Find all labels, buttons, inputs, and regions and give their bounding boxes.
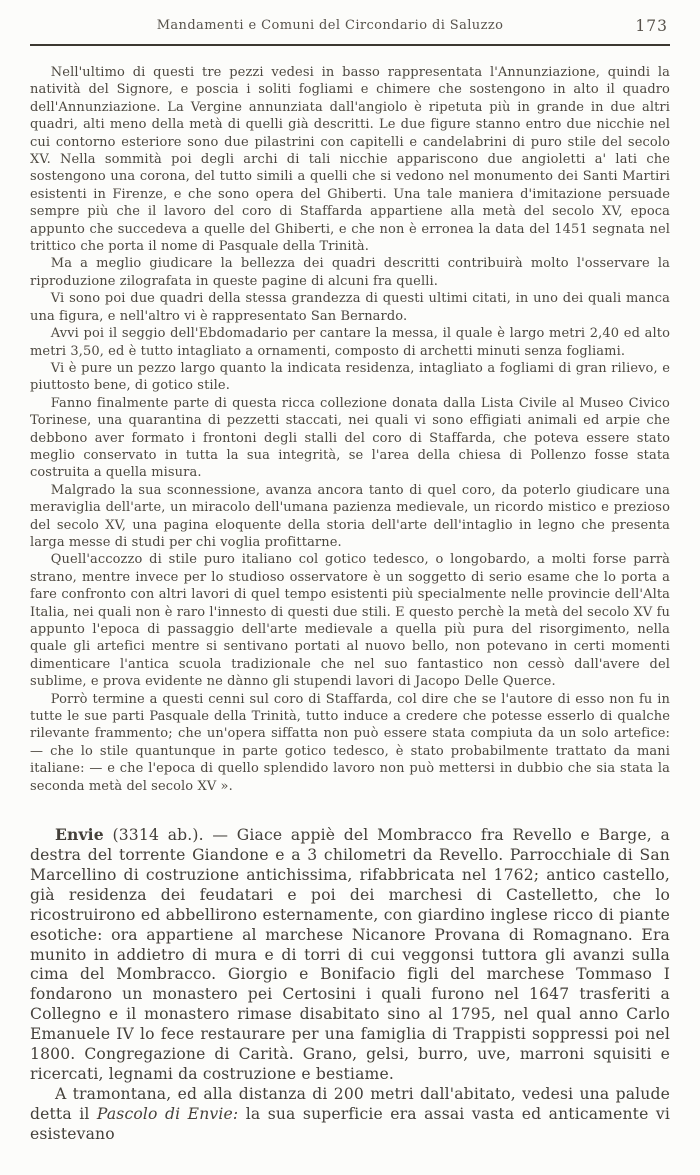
paragraph-meraviglia: [30, 482, 670, 552]
paragraph-conclusione-staffarda: [30, 691, 670, 795]
paragraph-envie: [30, 825, 670, 1085]
paragraph-collezione: [30, 395, 670, 482]
page-number: 173: [635, 17, 668, 35]
header-rule: [30, 44, 670, 46]
text-segment: Avvi poi il seggio dell'Ebdomadario per cantare la messa, il quale è largo metri 2,40 ed alto metri 3,50, ed è tutto intagliato a ornamenti, composto di archetti minuti senza fogliami.: [30, 326, 670, 359]
text-body: [30, 64, 670, 1145]
text-segment: (3314 ab.). — Giace appiè del Mombracco fra Revello e Barge, a destra del torrente Giandone e a 3 chilometri da Revello. Parrocchiale di San Marcellino di costruzione antichissima, rifabbricata nel 1762; antico castello, già residenza dei feudatari e poi dei marchesi di Castelletto, che lo ricostruirono ed abbellirono esternamente, con giardino inglese ricco di piante esotiche: ora appartiene al marchese Nicanore Provana di Romagnano. Era munito in addietro di mura e di torri di cui veggonsi tuttora gli avanzi sulla cima del Mombracco. Giorgio e Bonifacio figli del marchese Tommaso I fondarono un monastero pei Certosini i quali furono nel 1647 trasferiti a Collegno e il monastero rimase disabitato sino al 1795, nel qual anno Carlo Emanuele IV lo fece restaurare per una famiglia di Trappisti soppressi poi nel 1800. Congregazione di Carità. Grano, gelsi, burro, uve, marroni squisiti e ricercati, legnami da costruzione e bestiame.: [30, 826, 670, 1083]
paragraph-seggio: [30, 325, 670, 360]
text-segment: Malgrado la sua sconnessione, avanza ancora tanto di quel coro, da poterlo giudicare una meraviglia dell'arte, un miracolo dell'umana pazienza medievale, un ricordo mistico e prezioso del secolo XV, una pagina eloquente della storia dell'arte dell'intaglio in legno che presenta larga messe di studi per chi voglia profittarne.: [30, 482, 670, 550]
text-segment: Vi è pure un pezzo largo quanto la indicata residenza, intagliato a fogliami di gran rilievo, e piuttosto bene, di gotico stile.: [30, 360, 670, 394]
text-segment: Ma a meglio giudicare la bellezza dei quadri descritti contribuirà molto l'osservare la riproduzione zilografata in queste pagine di alcuni fra quelli.: [30, 256, 670, 289]
paragraph-accozzo-stili: [30, 551, 670, 690]
text-segment: A tramontana, ed alla distanza di 200 metri dall'abitato, vedesi una palude detta il: [30, 1084, 670, 1123]
text-segment: la sua superficie era assai vasta ed anticamente vi esistevano: [30, 1104, 670, 1143]
text-segment: Nell'ultimo di questi tre pezzi vedesi in basso rappresentata l'Annunziazione, quindi la natività del Signore, e poscia i soliti fogliami e chimere che sostengono in alto il quadro dell'Annunziazione. La Vergine annunziata dall'angiolo è ripetuta più in grande in due altri quadri, alti meno della metà di quelli già descritti. Le due figure stanno entro due nicchie nel cui contorno esteriore sono due pilastrini con capitelli e candelabrini di puro stile del secolo XV. Nella sommità poi degli archi di tali nicchie appariscono due angioletti a' lati che sostengono una corona, del tutto simili a quelli che si vedono nel monumento dei Santi Martiri esistenti in Firenze, e che sono opera del Ghiberti. Una tale maniera d'imitazione persuade sempre più che il lavoro del coro di Staffarda appartiene alla metà del secolo XV, epoca appunto che succedeva a quelle del Ghiberti, e che non è erronea la data del 1451 segnata nel trittico che porta il nome di Pasquale della Trinità.: [30, 65, 670, 255]
paragraph-due-quadri: [30, 290, 670, 325]
paragraph-riproduzione: [30, 255, 670, 290]
text-segment: Fanno finalmente parte di questa ricca collezione donata dalla Lista Civile al Museo Civico Torinese, una quarantina di pezzetti staccati, nei quali vi sono effigiati animali ed arpie che debbono aver formato i frontoni degli stalli del coro di Staffarda, che poteva essere stato meglio conservato in tutta la sua integrità, se l'area della chiesa di Pollenzo fosse stata costruita a quella misura.: [30, 395, 670, 481]
entry-keyword: Envie: [54, 825, 104, 845]
paragraph-pascolo-envie: [30, 1085, 670, 1145]
italic-term: Pascolo di Envie:: [96, 1104, 239, 1123]
text-segment: Porrò termine a questi cenni sul coro di Staffarda, col dire che se l'autore di esso non fu in tutte le sue parti Pasquale della Trinità, tutto induce a credere che potesse esserlo di qualche rilevante frammento; che un'opera siffatta non può essere stata compiuta da un solo artefice: — che lo stile quantunque in parte gotico tedesco, è stato probabilmente trattato da mani italiane: — e che l'epoca di quello splendido lavoro non può mettersi in dubbio che sia stata la seconda metà del secolo XV ».: [30, 691, 670, 794]
running-title: Mandamenti e Comuni del Circondario di Saluzzo: [156, 18, 504, 33]
page-header: [30, 18, 670, 40]
text-segment: Quell'accozzo di stile puro italiano col gotico tedesco, o longobardo, a molti forse parrà strano, mentre invece per lo studioso osservatore è un soggetto di serio esame che lo porta a fare confronto con altri lavori di quel tempo esistenti più specialmente nelle provincie dell'Alta Italia, nei quali non è raro l'innesto di questi due stili. E questo perchè la metà del secolo XV fu appunto l'epoca di passaggio dell'arte medievale a quella più pura del risorgimento, nella quale gli artefici mentre si sentivano portati al nuovo bello, non potevano in certi momenti dimenticare l'antica scuola tradizionale che nel suo fantastico non cessò dall'avere del sublime, e prova evidente ne dànno gli stupendi lavori di Jacopo Delle Querce.: [30, 552, 670, 690]
paragraph-annunziazione: [30, 64, 670, 255]
paragraph-pezzo-gotico: [30, 360, 670, 395]
text-segment: Vi sono poi due quadri della stessa grandezza di questi ultimi citati, in uno dei quali manca una figura, e nell'altro vi è rappresentato San Bernardo.: [30, 291, 670, 324]
